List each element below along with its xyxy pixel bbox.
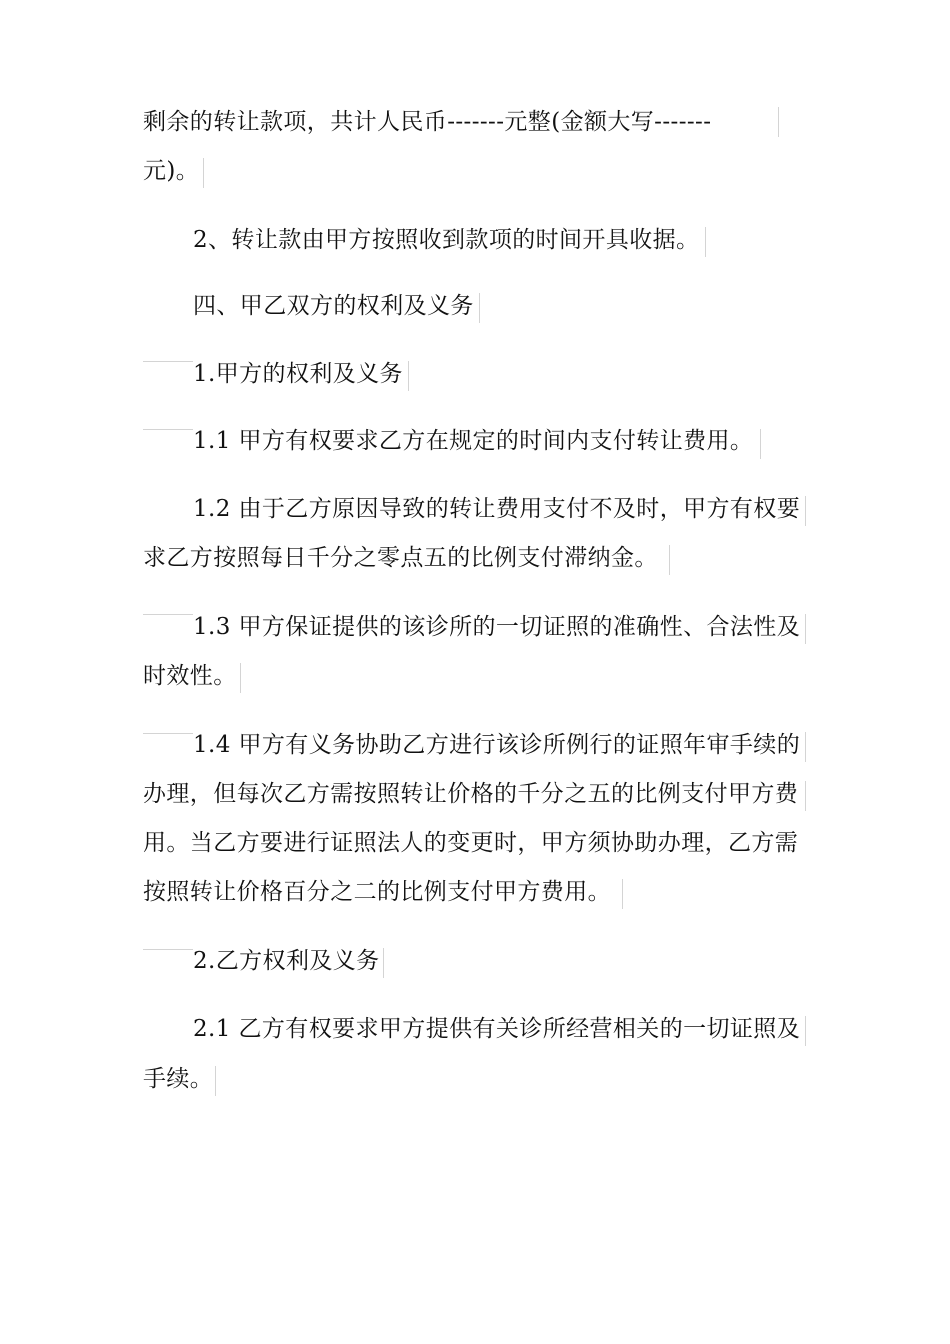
text-line-11: 1.4 甲方有义务协助乙方进行该诊所例行的证照年审手续的 (193, 732, 801, 758)
line-end-marker (705, 227, 706, 257)
line-end-marker (479, 293, 480, 323)
paragraph-rule (143, 733, 193, 734)
text-line-6: 1.1 甲方有权要求乙方在规定的时间内支付转让费用。 (193, 428, 754, 454)
line-end-marker (805, 732, 806, 762)
paragraph-rule (143, 614, 193, 615)
text-line-9: 1.3 甲方保证提供的该诊所的一切证照的准确性、合法性及 (193, 614, 801, 640)
line-end-marker (805, 1016, 806, 1046)
line-end-marker (778, 107, 779, 137)
line-end-marker (805, 781, 806, 811)
line-end-marker (408, 361, 409, 391)
line-end-marker (669, 545, 670, 575)
text-line-16: 2.1 乙方有权要求甲方提供有关诊所经营相关的一切证照及 (193, 1016, 801, 1042)
line-end-marker (383, 948, 384, 978)
text-line-8: 求乙方按照每日千分之零点五的比例支付滞纳金。 (143, 545, 658, 571)
paragraph-rule (143, 429, 193, 430)
text-line-12: 办理，但每次乙方需按照转让价格的千分之五的比例支付甲方费 (143, 781, 799, 807)
text-line-17: 手续。 (143, 1066, 214, 1092)
line-end-marker (203, 158, 204, 188)
text-line-15: 2.乙方权利及义务 (193, 948, 380, 974)
line-end-marker (622, 879, 623, 909)
line-end-marker (760, 429, 761, 459)
text-line-5: 1.甲方的权利及义务 (193, 361, 403, 387)
text-line-10: 时效性。 (143, 663, 237, 689)
line-end-marker (805, 614, 806, 644)
text-line-4: 四、甲乙双方的权利及义务 (193, 293, 474, 319)
text-line-14: 按照转让价格百分之二的比例支付甲方费用。 (143, 879, 611, 905)
line-end-marker (215, 1066, 216, 1096)
text-line-13: 用。当乙方要进行证照法人的变更时，甲方须协助办理，乙方需 (143, 830, 799, 856)
text-line-7: 1.2 由于乙方原因导致的转让费用支付不及时，甲方有权要 (193, 496, 801, 522)
text-line-3: 2、转让款由甲方按照收到款项的时间开具收据。 (193, 227, 700, 253)
text-line-2: 元)。 (143, 158, 200, 184)
line-end-marker (240, 663, 241, 693)
paragraph-rule (143, 949, 193, 950)
text-line-1: 剩余的转让款项，共计人民币-------元整(金额大写------- (143, 109, 712, 135)
line-end-marker (805, 496, 806, 526)
paragraph-rule (143, 361, 193, 362)
